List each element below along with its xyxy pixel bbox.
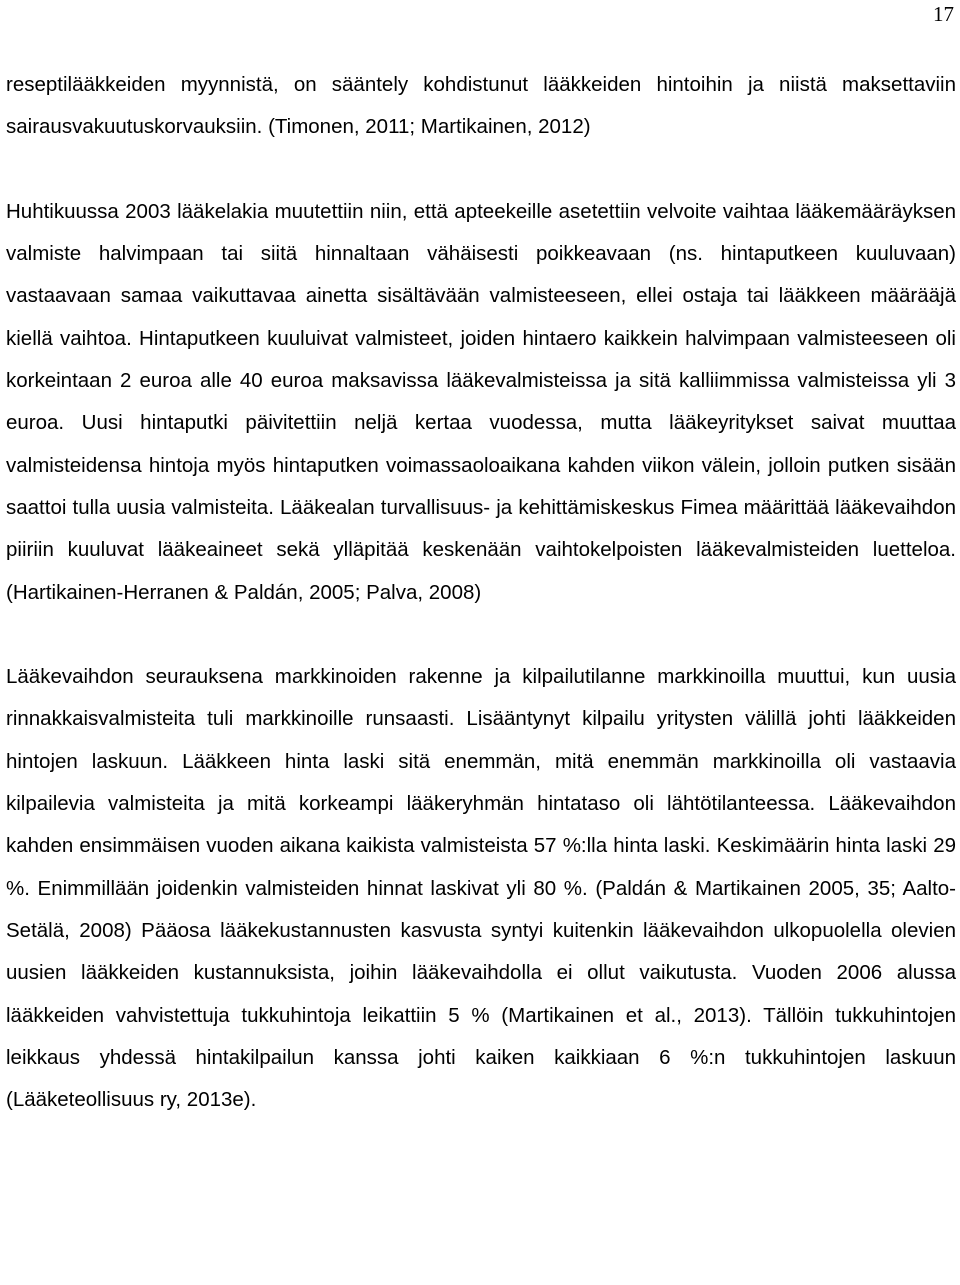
page-number: 17 <box>933 2 954 26</box>
document-body <box>6 64 956 1121</box>
paragraph-spacer <box>6 614 956 656</box>
paragraph-spacer <box>6 149 956 191</box>
paragraph-1: reseptilääkkeiden myynnistä, on sääntely kohdistunut lääkkeiden hintoihin ja niistä maksettaviin sairausvakuutuskorvauksiin. (Timonen, 2011; Martikainen, 2012) <box>6 73 956 139</box>
paragraph-2: Huhtikuussa 2003 lääkelakia muutettiin niin, että apteekeille asetettiin velvoite vaihtaa lääkemääräyksen valmiste halvimpaan tai siitä hinnaltaan vähäisesti poikkeavaan (ns. hintaputkeen kuuluvaan) vastaavaan samaa vaikuttavaa ainetta sisältävään valmisteeseen, ellei ostaja tai lääkkeen määrääjä kiellä vaihtoa. Hintaputkeen kuuluivat valmisteet, joiden hintaero kaikkein halvimpaan valmisteeseen oli korkeintaan 2 euroa alle 40 euroa maksavissa lääkevalmisteissa ja sitä kalliimmissa valmisteissa yli 3 euroa. Uusi hintaputki päivitettiin neljä kertaa vuodessa, mutta lääkeyritykset saivat muuttaa valmisteidensa hintoja myös hintaputken voimassaoloaikana kahden viikon välein, jolloin putken sisään saattoi tulla uusia valmisteita. Lääkealan turvallisuus- ja kehittämiskeskus Fimea määrittää lääkevaihdon piiriin kuuluvat lääkeaineet sekä ylläpitää keskenään vaihtokelpoisten lääkevalmisteiden luetteloa. (Hartikainen-Herranen & Paldán, 2005; Palva, 2008) <box>6 199 956 604</box>
paragraph-3: Lääkevaihdon seurauksena markkinoiden rakenne ja kilpailutilanne markkinoilla muuttui, kun uusia rinnakkaisvalmisteita tuli markkinoille runsaasti. Lisääntynyt kilpailu yritysten välillä johti lääkkeiden hintojen laskuun. Lääkkeen hinta laski sitä enemmän, mitä enemmän markkinoilla oli vastaavia kilpailevia valmisteita ja mitä korkeampi lääkeryhmän hintataso oli lähtötilanteessa. Lääkevaihdon kahden ensimmäisen vuoden aikana kaikista valmisteista 57 %:lla hinta laski. Keskimäärin hinta laski 29 %. Enimmillään joidenkin valmisteiden hinnat laskivat yli 80 %. (Paldán & Martikainen 2005, 35; Aalto-Setälä, 2008) Pääosa lääkekustannusten kasvusta syntyi kuitenkin lääkevaihdon ulkopuolella olevien uusien lääkkeiden kustannuksista, joihin lääkevaihdolla ei ollut vaikutusta. Vuoden 2006 alussa lääkkeiden vahvistettuja tukkuhintoja leikattiin 5 % (Martikainen et al., 2013). Tällöin tukkuhintojen leikkaus yhdessä hintakilpailun kanssa johti kaiken kaikkiaan 6 %:n tukkuhintojen laskuun (Lääketeollisuus ry, 2013e). <box>6 665 956 1112</box>
